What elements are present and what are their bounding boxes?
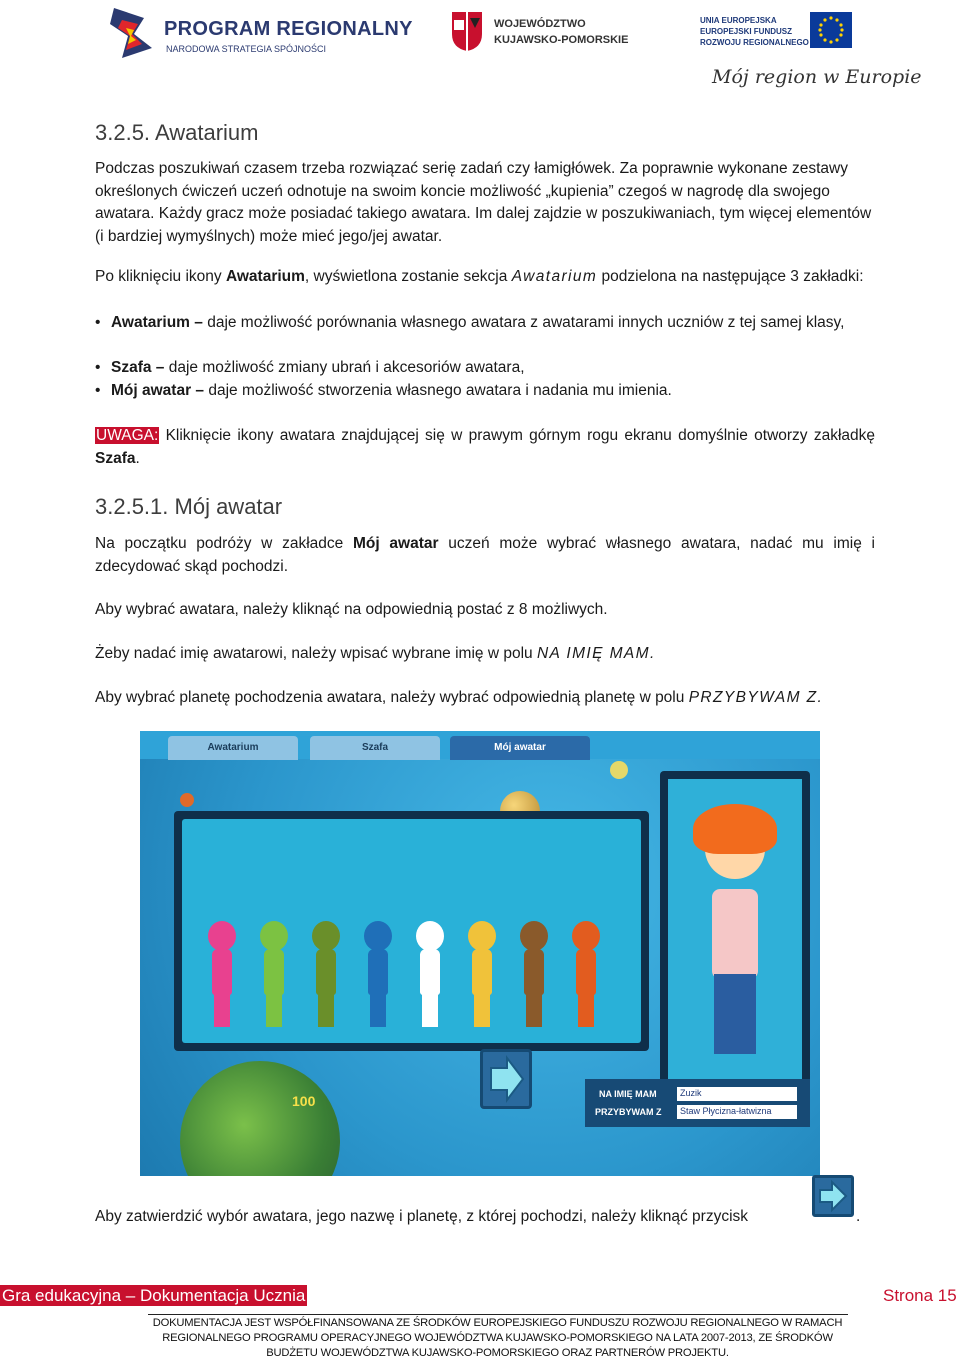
eu-line1: UNIA EUROPEJSKA xyxy=(700,16,777,25)
avatar-body xyxy=(368,949,388,995)
avatar-preview xyxy=(660,771,810,1091)
program-regionalny-subtitle: NARODOWA STRATEGIA SPÓJNOŚCI xyxy=(166,44,327,54)
globe-sign: 100 xyxy=(292,1093,316,1109)
avatar-body xyxy=(212,949,232,995)
confirm-paragraph xyxy=(95,1206,815,1229)
avatar-head xyxy=(520,921,548,951)
avatar-body xyxy=(524,949,544,995)
avatar-legs xyxy=(422,993,438,1027)
eu-line3: ROZWOJU REGIONALNEGO xyxy=(700,38,809,47)
avatar-legs xyxy=(266,993,282,1027)
avatar-selection-screen xyxy=(174,811,649,1051)
wojewodztwo-logo xyxy=(450,10,629,60)
name-label: NA IMIĘ MAM xyxy=(599,1089,657,1099)
subsection-paragraph-2: Aby wybrać awatara, należy kliknąć na odpowiednią postać z 8 możliwych. xyxy=(95,601,608,618)
program-regionalny-star-icon xyxy=(108,4,156,62)
avatar-body xyxy=(420,949,440,995)
avatar-option[interactable] xyxy=(514,921,554,1033)
tab-szafa[interactable]: Szafa xyxy=(310,736,440,760)
avatar-head xyxy=(312,921,340,951)
game-screenshot xyxy=(140,731,820,1176)
planet-icon xyxy=(180,793,194,807)
uwaga-note xyxy=(95,425,875,470)
avatar-legs xyxy=(214,993,230,1027)
program-regionalny-logo xyxy=(108,4,413,64)
page-number: Strona 15 xyxy=(883,1286,957,1305)
list-item-bold: Szafa – xyxy=(111,359,165,376)
program-regionalny-title: PROGRAM REGIONALNY xyxy=(164,18,413,40)
avatar-preview-legs xyxy=(714,974,756,1054)
eu-logo xyxy=(700,12,850,57)
confirm-button-icon xyxy=(812,1175,854,1217)
avatar-legs xyxy=(474,993,490,1027)
eu-line2: EUROPEJSKI FUNDUSZ xyxy=(700,27,793,36)
p4-italic: PRZYBYWAM Z. xyxy=(688,689,824,706)
avatar-body xyxy=(316,949,336,995)
avatar-option[interactable] xyxy=(410,921,450,1033)
list-item-text: daje możliwość porównania własnego awatara z awatarami innych uczniów z tej samej klasy, xyxy=(202,314,845,331)
avatar-head xyxy=(468,921,496,951)
tabs-intro-text-2: , wyświetlona zostanie sekcja xyxy=(304,268,512,285)
p4-text: Aby wybrać planetę pochodzenia awatara, należy wybrać odpowiednią planetę w polu xyxy=(95,689,689,706)
planet-icon xyxy=(610,761,628,779)
avatar-head xyxy=(416,921,444,951)
tabs-intro-text: Po kliknięciu ikony xyxy=(95,268,226,285)
footer-title-text: Gra edukacyjna – Dokumentacja Ucznia xyxy=(2,1286,306,1305)
tabs-intro-text-3: podzielona na następujące 3 zakładki: xyxy=(597,268,864,285)
avatar-preview-hair xyxy=(693,804,777,854)
subsection-paragraph-3 xyxy=(95,643,875,666)
avatar-option[interactable] xyxy=(462,921,502,1033)
planet-label: PRZYBYWAM Z xyxy=(595,1107,662,1117)
subsection-heading: 3.2.5.1. Mój awatar xyxy=(95,494,283,519)
avatar-legs xyxy=(370,993,386,1027)
avatar-option[interactable] xyxy=(306,921,346,1033)
subsection-paragraph-1 xyxy=(95,533,875,578)
list-item-text: daje możliwość stworzenia własnego awatara i nadania mu imienia. xyxy=(204,382,672,399)
list-item-text: daje możliwość zmiany ubrań i akcesoriów awatara, xyxy=(164,359,525,376)
footer-title xyxy=(0,1286,307,1306)
avatar-preview-panel xyxy=(668,779,802,1083)
uwaga-text: Kliknięcie ikony awatara znajdującej się w prawym górnym rogu ekranu domyślnie otworzy zakładkę xyxy=(159,427,875,444)
tabs-intro-paragraph xyxy=(95,266,875,289)
avatar-head xyxy=(260,921,288,951)
avatar-option[interactable] xyxy=(202,921,242,1033)
tabs-intro-bold: Awatarium xyxy=(225,268,305,285)
avatar-preview-body xyxy=(712,889,758,979)
p1-text: Na początku podróży w zakładce xyxy=(95,535,353,552)
coat-of-arms-icon xyxy=(450,10,484,52)
arrow-right-icon xyxy=(483,1052,529,1106)
confirm-end: . xyxy=(856,1208,861,1225)
tabs-intro-italic: Awatarium xyxy=(511,268,598,285)
tab-moj-awatar[interactable]: Mój awatar xyxy=(450,736,590,760)
avatar-body xyxy=(264,949,284,995)
region-slogan: Mój region w Europie xyxy=(712,66,922,88)
uwaga-tag: UWAGA: xyxy=(96,427,159,444)
avatar-option[interactable] xyxy=(254,921,294,1033)
avatar-head xyxy=(208,921,236,951)
bullet-icon: • xyxy=(95,359,101,376)
name-input[interactable]: Zuzik xyxy=(677,1087,797,1101)
eu-flag-icon xyxy=(810,12,852,48)
p3-text: Żeby nadać imię awatarowi, należy wpisać wybrane imię w polu xyxy=(95,645,537,662)
list-item-bold: Mój awatar – xyxy=(111,382,205,399)
p1-text-2: uczeń może wybrać własnego awatara, nadać mu imię i zdecydować skąd pochodzi. xyxy=(95,535,875,575)
avatar-legs xyxy=(526,993,542,1027)
p3-italic: NA IMIĘ MAM. xyxy=(536,645,656,662)
avatar-body xyxy=(472,949,492,995)
footer-note-line-2: REGIONALNEGO PROGRAMU OPERACYJNEGO WOJEWÓDZTWA KUJAWSKO-POMORSKIEGO NA LATA 2007-2013, ZE ŚRODKÓW xyxy=(162,1332,833,1344)
footer-divider xyxy=(148,1314,848,1315)
confirm-arrow-button[interactable] xyxy=(480,1049,532,1109)
uwaga-end: . xyxy=(135,449,140,467)
avatar-selection-panel xyxy=(182,819,641,1043)
avatar-legs xyxy=(318,993,334,1027)
avatar-option[interactable] xyxy=(566,921,606,1033)
footer-note-line-1: DOKUMENTACJA JEST WSPÓŁFINANSOWANA ZE ŚRODKÓW EUROPEJSKIEGO FUNDUSZU ROZWOJU REGIONALNEGO W RAMACH xyxy=(152,1317,843,1329)
uwaga-bold: Szafa xyxy=(95,449,136,467)
avatar-body xyxy=(576,949,596,995)
wojewodztwo-line1: WOJEWÓDZTWO xyxy=(494,18,586,30)
bullet-icon: • xyxy=(95,382,101,399)
confirm-text: Aby zatwierdzić wybór awatara, jego nazwę i planetę, z której pochodzi, należy kliknąć przycisk xyxy=(95,1208,749,1225)
page-header xyxy=(0,0,960,100)
subsection-paragraph-4 xyxy=(95,687,875,710)
intro-paragraph: Podczas poszukiwań czasem trzeba rozwiązać serię zadań czy łamigłówek. Za poprawnie wykonane zestawy określonych ćwiczeń uczeń odnotuje na swoim koncie możliwość „kupienia” czegoś w nagrodę dla swojego awatara. Każdy gracz może posiadać takiego awatara. Im dalej zajdzie w poszukiwaniach, tym więcej elementów (i bardziej wymyślnych) może mieć jego/jej awatar. xyxy=(95,160,872,245)
arrow-right-icon xyxy=(815,1178,851,1214)
avatar-head xyxy=(572,921,600,951)
avatar-option[interactable] xyxy=(358,921,398,1033)
bullet-icon: • xyxy=(95,314,101,331)
avatar-head xyxy=(364,921,392,951)
wojewodztwo-line2: KUJAWSKO-POMORSKIE xyxy=(494,34,629,46)
tab-awatarium[interactable]: Awatarium xyxy=(168,736,298,760)
list-item-bold: Awatarium – xyxy=(111,314,203,331)
footer-note-line-3: BUDŻETU WOJEWÓDZTWA KUJAWSKO-POMORSKIEGO ORAZ PARTNERÓW PROJEKTU. xyxy=(266,1347,729,1359)
planet-select[interactable]: Staw Płycizna-łatwizna xyxy=(677,1105,797,1119)
p1-bold: Mój awatar xyxy=(353,535,439,552)
section-heading: 3.2.5. Awatarium xyxy=(95,120,259,145)
avatar-legs xyxy=(578,993,594,1027)
avatar-form xyxy=(585,1079,810,1127)
